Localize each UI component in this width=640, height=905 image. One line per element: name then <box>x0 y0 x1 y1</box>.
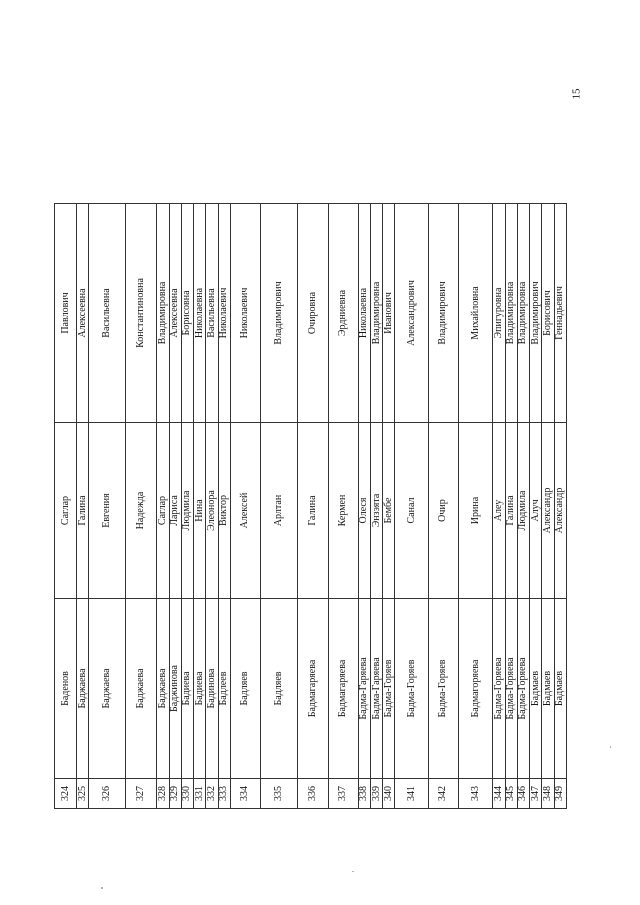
table-cell-patronymic: Эпигуровна <box>493 204 505 423</box>
table-cell-name: Людмила <box>181 423 193 599</box>
table-cell-patronymic: Борисович <box>542 204 554 423</box>
table-cell-surname: Баджаева <box>77 599 89 779</box>
table-cell-number: 343 <box>458 779 493 809</box>
record-table <box>54 203 567 809</box>
table-cell-name: Виктор <box>218 423 230 599</box>
table-cell-name: Людмила <box>517 423 529 599</box>
table-cell-surname: Бадмаев <box>530 599 542 779</box>
table-cell-number: 342 <box>428 779 458 809</box>
table-cell-name: Алуч <box>530 423 542 599</box>
table-cell-name: Кермен <box>328 423 358 599</box>
table-cell-surname: Бадлеев <box>218 599 230 779</box>
table-cell-surname: Бадма-Гаряева <box>370 599 382 779</box>
scan-speck <box>352 871 354 872</box>
table-cell-surname: Бадмаев <box>542 599 554 779</box>
table-cell-surname: Бадмаев <box>554 599 566 779</box>
table-cell-surname: Бадмагоряева <box>458 599 493 779</box>
scan-speck <box>610 746 611 748</box>
table-cell-number: 346 <box>517 779 529 809</box>
table-cell-name: Очир <box>428 423 458 599</box>
table-row <box>260 204 297 809</box>
table-cell-number: 337 <box>328 779 358 809</box>
table-cell-number: 332 <box>206 779 218 809</box>
table-cell-name: Александр <box>542 423 554 599</box>
table-cell-number: 348 <box>542 779 554 809</box>
table-cell-surname: Бадма-Горяев <box>428 599 458 779</box>
table-cell-number: 331 <box>194 779 206 809</box>
table-cell-name: Галина <box>77 423 89 599</box>
table-row <box>328 204 358 809</box>
table-cell-patronymic: Владимировна <box>505 204 517 423</box>
table-cell-surname: Баджаева <box>89 599 126 779</box>
table-cell-patronymic: Эрдниевна <box>328 204 358 423</box>
table-cell-patronymic: Геннадьевич <box>554 204 566 423</box>
table-cell-patronymic: Николаевна <box>194 204 206 423</box>
table-cell-surname: Бадма-Гаряева <box>358 599 370 779</box>
table-cell-patronymic: Владимировна <box>370 204 382 423</box>
table-cell-name: Арлтан <box>260 423 297 599</box>
table-cell-surname: Бадма-Горяев <box>383 599 395 779</box>
table-cell-patronymic: Алексеевна <box>169 204 181 423</box>
table-cell-surname: Баденов <box>55 599 77 779</box>
table-cell-number: 338 <box>358 779 370 809</box>
table-row <box>181 204 193 809</box>
table-cell-number: 326 <box>89 779 126 809</box>
table-cell-surname: Баджаева <box>126 599 157 779</box>
table-row <box>297 204 328 809</box>
table-cell-name: Алексей <box>230 423 260 599</box>
table-cell-name: Бембе <box>383 423 395 599</box>
table-cell-number: 336 <box>297 779 328 809</box>
table-cell-number: 328 <box>157 779 169 809</box>
table-cell-surname: Бадма-Горяева <box>493 599 505 779</box>
table-cell-number: 347 <box>530 779 542 809</box>
table-row <box>218 204 230 809</box>
table-cell-patronymic: Александрович <box>395 204 428 423</box>
table-cell-patronymic: Владимирович <box>428 204 458 423</box>
table-cell-patronymic: Николаевна <box>358 204 370 423</box>
table-cell-patronymic: Владимирович <box>530 204 542 423</box>
table-cell-number: 330 <box>181 779 193 809</box>
table-cell-surname: Бадиева <box>194 599 206 779</box>
table-cell-name: Евгения <box>89 423 126 599</box>
table-row <box>194 204 206 809</box>
table-row <box>55 204 77 809</box>
table-row <box>89 204 126 809</box>
table-cell-patronymic: Николаевич <box>218 204 230 423</box>
table-cell-name: Саглар <box>55 423 77 599</box>
table-cell-patronymic: Владимирович <box>260 204 297 423</box>
table-row <box>358 204 370 809</box>
table-row <box>370 204 382 809</box>
table-row <box>458 204 493 809</box>
table-cell-name: Надежда <box>126 423 157 599</box>
table-cell-number: 341 <box>395 779 428 809</box>
table-row <box>395 204 428 809</box>
table-row <box>542 204 554 809</box>
table-cell-number: 344 <box>493 779 505 809</box>
table-cell-patronymic: Иванович <box>383 204 395 423</box>
table-cell-name: Энзэята <box>370 423 382 599</box>
table-cell-patronymic: Очировна <box>297 204 328 423</box>
table-cell-number: 339 <box>370 779 382 809</box>
table-cell-name: Ирина <box>458 423 493 599</box>
table-row <box>383 204 395 809</box>
table-cell-number: 327 <box>126 779 157 809</box>
table-cell-surname: Бадма-Горяев <box>395 599 428 779</box>
table-row <box>230 204 260 809</box>
table-cell-patronymic: Васильевна <box>89 204 126 423</box>
table-cell-patronymic: Николаевич <box>230 204 260 423</box>
table-cell-number: 340 <box>383 779 395 809</box>
table-row <box>126 204 157 809</box>
table-row <box>206 204 218 809</box>
table-cell-surname: Бадмагаряева <box>297 599 328 779</box>
table-row <box>517 204 529 809</box>
table-cell-surname: Бадма-Горяева <box>517 599 529 779</box>
table-cell-number: 333 <box>218 779 230 809</box>
table-cell-name: Санал <box>395 423 428 599</box>
table-cell-name: Галина <box>505 423 517 599</box>
table-cell-number: 345 <box>505 779 517 809</box>
table-cell-surname: Баджинова <box>169 599 181 779</box>
table-row <box>428 204 458 809</box>
table-cell-surname: Бадиева <box>181 599 193 779</box>
page-number: 15 <box>570 88 583 100</box>
table-cell-patronymic: Константиновна <box>126 204 157 423</box>
table-cell-name: Олеся <box>358 423 370 599</box>
table-cell-name: Саглар <box>157 423 169 599</box>
table-cell-patronymic: Борисовна <box>181 204 193 423</box>
table-cell-number: 349 <box>554 779 566 809</box>
table-cell-patronymic: Владимировна <box>157 204 169 423</box>
table-cell-name: Нина <box>194 423 206 599</box>
table-cell-name: Александр <box>554 423 566 599</box>
table-row <box>169 204 181 809</box>
table-row <box>505 204 517 809</box>
table-row <box>493 204 505 809</box>
table-row <box>157 204 169 809</box>
table-cell-name: Алеу <box>493 423 505 599</box>
table-cell-number: 334 <box>230 779 260 809</box>
table-cell-surname: Бадляев <box>230 599 260 779</box>
scan-speck <box>101 887 103 889</box>
table-cell-number: 325 <box>77 779 89 809</box>
table-cell-patronymic: Павлович <box>55 204 77 423</box>
table-cell-name: Галина <box>297 423 328 599</box>
rotated-table-container <box>54 204 567 809</box>
table-cell-number: 324 <box>55 779 77 809</box>
table-cell-number: 329 <box>169 779 181 809</box>
table-cell-surname: Баджаева <box>157 599 169 779</box>
table-cell-patronymic: Алексеевна <box>77 204 89 423</box>
table-cell-name: Элеонора <box>206 423 218 599</box>
table-cell-patronymic: Владимировна <box>517 204 529 423</box>
table-cell-name: Лариса <box>169 423 181 599</box>
table-cell-surname: Бадинова <box>206 599 218 779</box>
table-cell-surname: Бадма-Горяева <box>505 599 517 779</box>
table-cell-patronymic: Васильевна <box>206 204 218 423</box>
table-cell-surname: Бадляев <box>260 599 297 779</box>
table-row <box>554 204 566 809</box>
table-cell-patronymic: Михайловна <box>458 204 493 423</box>
table-cell-number: 335 <box>260 779 297 809</box>
table-cell-surname: Бадмагаряева <box>328 599 358 779</box>
table-body <box>55 204 567 809</box>
table-row <box>530 204 542 809</box>
table-row <box>77 204 89 809</box>
